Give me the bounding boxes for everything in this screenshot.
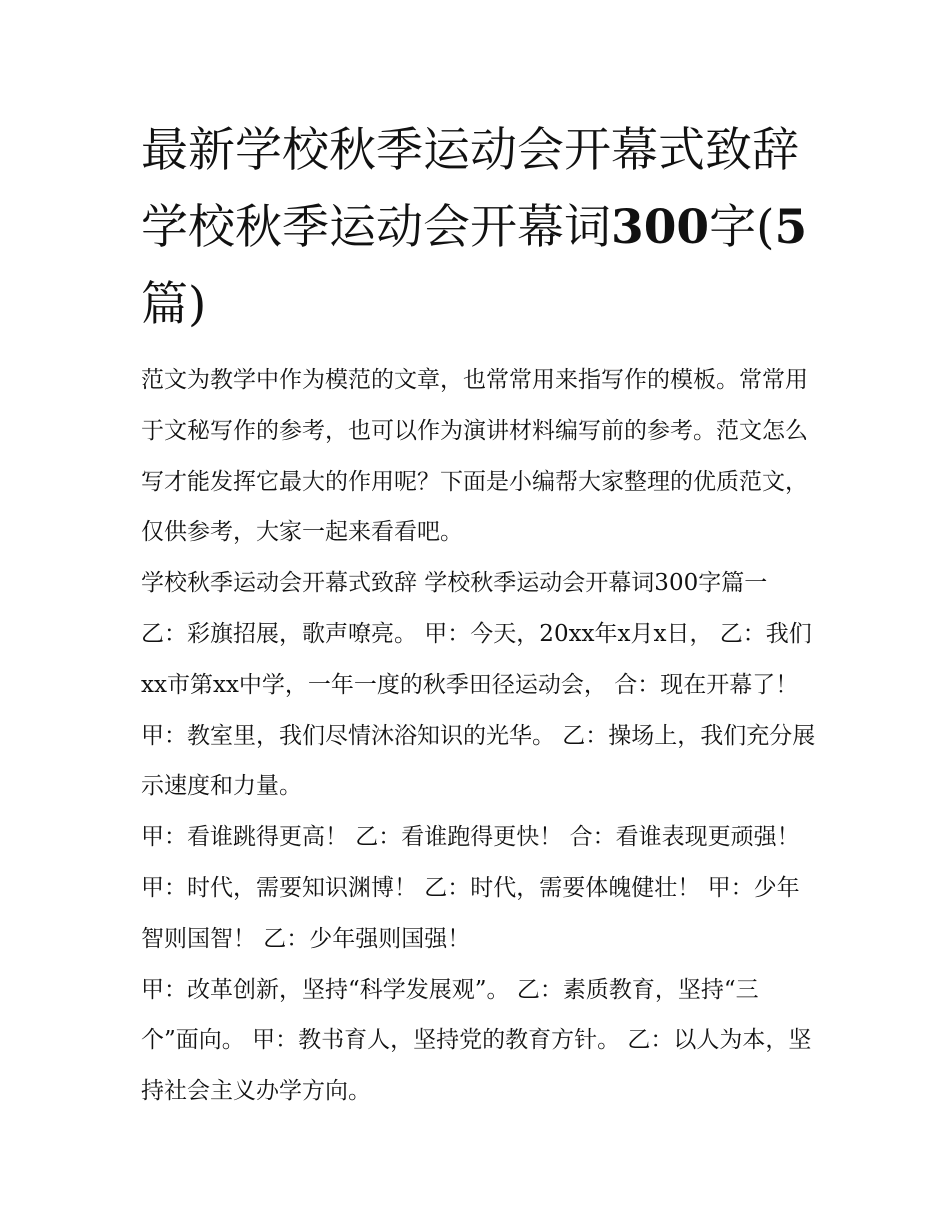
- document-body: [141, 112, 816, 1117]
- paragraph-opening: 学校秋季运动会开幕式致辞 学校秋季运动会开幕词300字篇一 乙：彩旗招展，歌声嘹亮。 甲：今天，20xx年x月x日， 乙：我们xx市第xx中学，一年一度的秋季田径运动会， 合：现在开幕了！ 甲：教室里，我们尽情沐浴知识的光华。 乙：操场上，我们充分展示速度和力量。: [141, 570, 816, 800]
- paragraph-education: 甲：改革创新，坚持“科学发展观”。 乙：素质教育，坚持“三个”面向。 甲：教书育人，坚持党的教育方针。 乙：以人为本，坚持社会主义办学方向。: [141, 976, 812, 1105]
- paragraph-intro: 范文为教学中作为模范的文章，也常常用来指写作的模板。常常用于文秘写作的参考，也可以作为演讲材料编写前的参考。范文怎么写才能发挥它最大的作用呢？下面是小编帮大家整理的优质范文，仅供参考，大家一起来看看吧。: [141, 367, 808, 546]
- paragraph-slogans: 甲：看谁跳得更高！ 乙：看谁跑得更快！ 合：看谁表现更顽强！ 甲：时代，需要知识渊博！ 乙：时代，需要体魄健壮！ 甲：少年智则国智！ 乙：少年强则国强！: [141, 824, 800, 952]
- document-title: 最新学校秋季运动会开幕式致辞 学校秋季运动会开幕词300字(5篇): [141, 123, 808, 332]
